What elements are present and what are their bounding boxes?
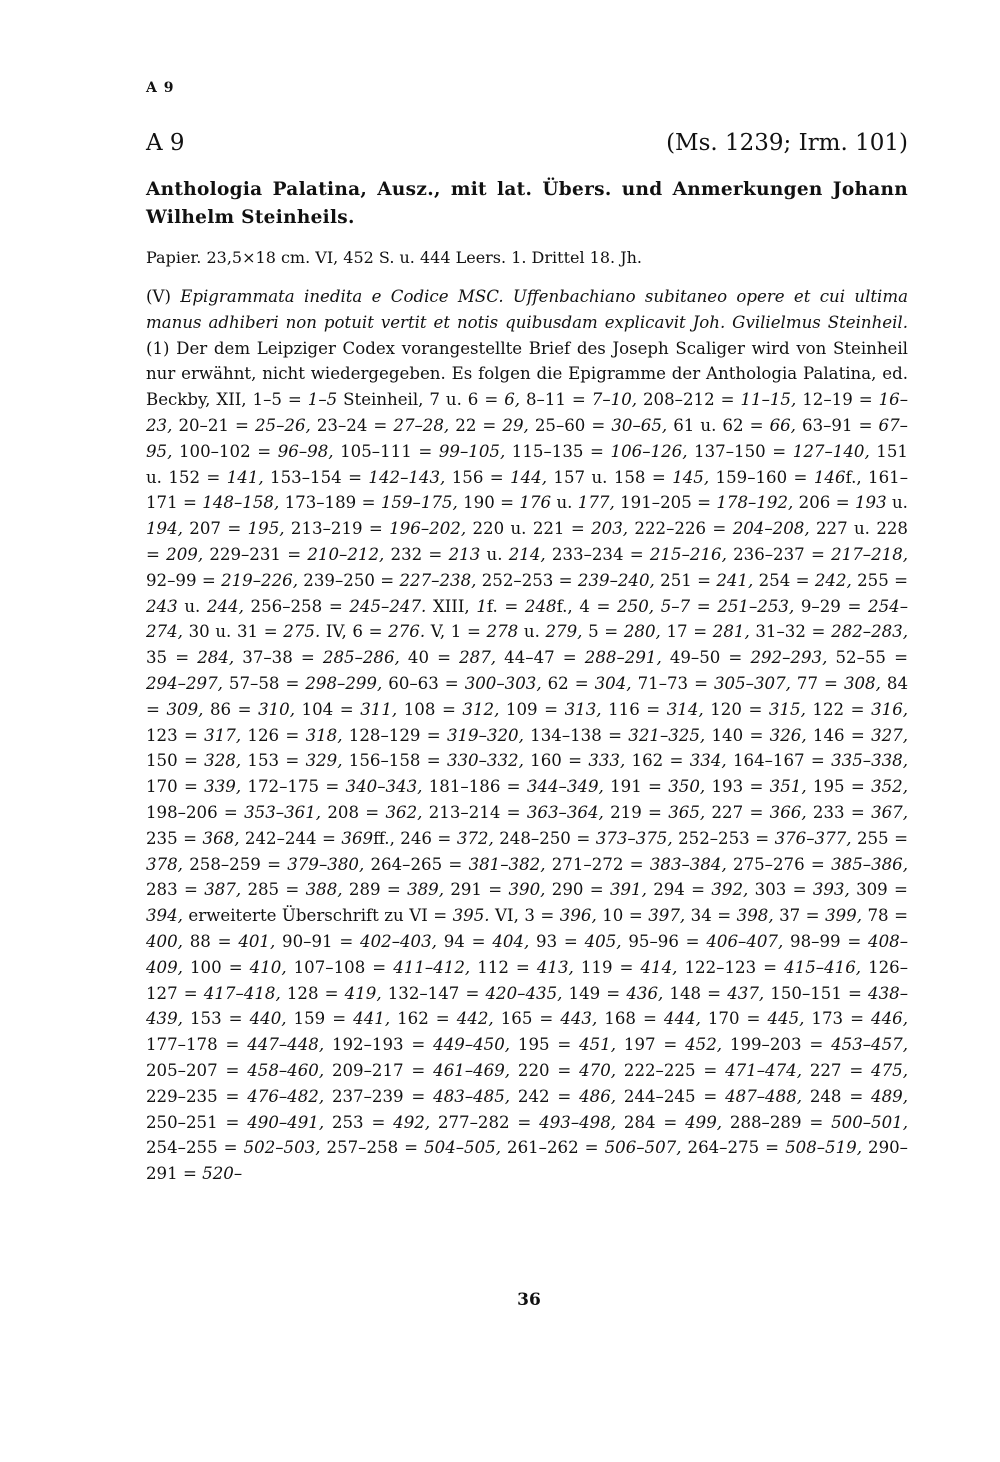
entry-heading xyxy=(146,130,908,156)
body-text: (V) Epigrammata inedita e Codice MSC. Uffenbachiano subitaneo opere et cui ultima manus adhiberi non potuit vertit et notis quibusdam explicavit Joh. Gvilielmus Steinheil. (1) Der dem Leipziger Codex vorangestellte Brief des Joseph Scaliger wird von Steinheil nur erwähnt, nicht wiedergegeben. Es folgen die Epigramme der Anthologia Palatina, ed. Beckby, XII, 1–5 = 1–5 Steinheil, 7 u. 6 = 6, 8–11 = 7–10, 208–212 = 11–15, 12–19 = 16–23, 20–21 = 25–26, 23–24 = 27–28, 22 = 29, 25–60 = 30–65, 61 u. 62 = 66, 63–91 = 67–95, 100–102 = 96–98, 105–111 = 99–105, 115–135 = 106–126, 137–150 = 127–140, 151 u. 152 = 141, 153–154 = 142–143, 156 = 144, 157 u. 158 = 145, 159–160 = 146f., 161–171 = 148–158, 173–189 = 159–175, 190 = 176 u. 177, 191–205 = 178–192, 206 = 193 u. 194, 207 = 195, 213–219 = 196–202, 220 u. 221 = 203, 222–226 = 204–208, 227 u. 228 = 209, 229–231 = 210–212, 232 = 213 u. 214, 233–234 = 215–216, 236–237 = 217–218, 92–99 = 219–226, 239–250 = 227–238, 252–253 = 239–240, 251 = 241, 254 = 242, 255 = 243 u. 244, 256–258 = 245–247. XIII, 1f. = 248f., 4 = 250, 5–7 = 251–253, 9–29 = 254–274, 30 u. 31 = 275. IV, 6 = 276. V, 1 = 278 u. 279, 5 = 280, 17 = 281, 31–32 = 282–283, 35 = 284, 37–38 = 285–286, 40 = 287, 44–47 = 288–291, 49–50 = 292–293, 52–55 = 294–297, 57–58 = 298–299, 60–63 = 300–303, 62 = 304, 71–73 = 305–307, 77 = 308, 84 = 309, 86 = 310, 104 = 311, 108 = 312, 109 = 313, 116 = 314, 120 = 315, 122 = 316, 123 = 317, 126 = 318, 128–129 = 319–320, 134–138 = 321–325, 140 = 326, 146 = 327, 150 = 328, 153 = 329, 156–158 = 330–332, 160 = 333, 162 = 334, 164–167 = 335–338, 170 = 339, 172–175 = 340–343, 181–186 = 344–349, 191 = 350, 193 = 351, 195 = 352, 198–206 = 353–361, 208 = 362, 213–214 = 363–364, 219 = 365, 227 = 366, 233 = 367, 235 = 368, 242–244 = 369ff., 246 = 372, 248–250 = 373–375, 252–253 = 376–377, 255 = 378, 258–259 = 379–380, 264–265 = 381–382, 271–272 = 383–384, 275–276 = 385–386, 283 = 387, 285 = 388, 289 = 389, 291 = 390, 290 = 391, 294 = 392, 303 = 393, 309 = 394, erweiterte Überschrift zu VI = 395. VI, 3 = 396, 10 = 397, 34 = 398, 37 = 399, 78 = 400, 88 = 401, 90–91 = 402–403, 94 = 404, 93 = 405, 95–96 = 406–407, 98–99 = 408–409, 100 = 410, 107–108 = 411–412, 112 = 413, 119 = 414, 122–123 = 415–416, 126–127 = 417–418, 128 = 419, 132–147 = 420–435, 149 = 436, 148 = 437, 150–151 = 438–439, 153 = 440, 159 = 441, 162 = 442, 165 = 443, 168 = 444, 170 = 445, 173 = 446, 177–178 = 447–448, 192–193 = 449–450, 195 = 451, 197 = 452, 199–203 = 453–457, 205–207 = 458–460, 209–217 = 461–469, 220 = 470, 222–225 = 471–474, 227 = 475, 229–235 = 476–482, 237–239 = 483–485, 242 = 486, 244–245 = 487–488, 248 = 489, 250–251 = 490–491, 253 = 492, 277–282 = 493–498, 284 = 499, 288–289 = 500–501, 254–255 = 502–503, 257–258 = 504–505, 261–262 = 506–507, 264–275 = 508–519, 290–291 = 520– xyxy=(146,287,909,1184)
physical-description: Papier. 23,5×18 cm. VI, 452 S. u. 444 Leers. 1. Drittel 18. Jh. xyxy=(146,248,642,267)
shelfmark: (Ms. 1239; Irm. 101) xyxy=(666,130,908,156)
page-number: 36 xyxy=(517,1290,541,1310)
running-head: A 9 xyxy=(146,80,175,96)
entry-id: A 9 xyxy=(146,130,185,156)
entry-title: Anthologia Palatina, Ausz., mit lat. Übers. und Anmerkungen Johann Wilhelm Steinheils. xyxy=(146,179,908,228)
